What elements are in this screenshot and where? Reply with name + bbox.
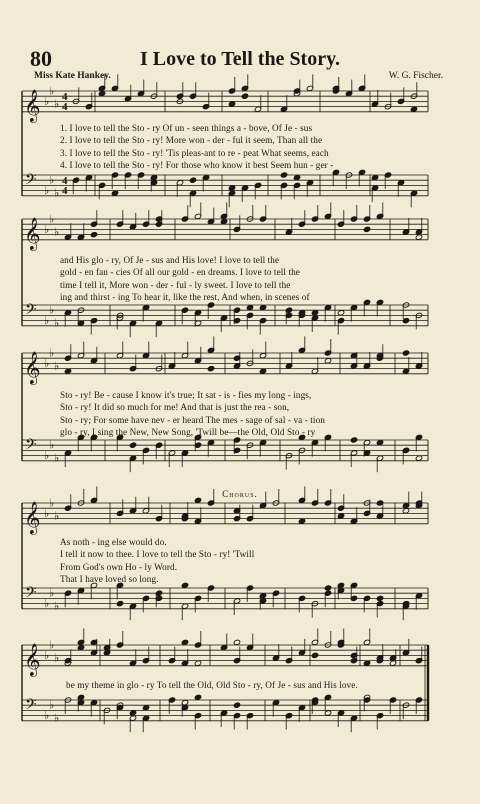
- flat-icon: ♭: [49, 439, 55, 452]
- bass-clef-icon: 𝄢: [25, 584, 37, 605]
- note-head: [415, 234, 422, 240]
- flat-icon: ♭: [44, 710, 50, 722]
- note-head: [376, 595, 383, 601]
- flat-icon: ♭: [54, 652, 60, 665]
- note-head: [111, 190, 118, 196]
- flat-icon: ♭: [54, 600, 60, 613]
- note-head: [207, 365, 214, 371]
- treble-clef-icon: 𝄞: [24, 500, 41, 534]
- note-head: [77, 234, 84, 240]
- note-head: [259, 368, 266, 374]
- note-head: [350, 437, 357, 443]
- note-head: [285, 712, 292, 718]
- note-head: [64, 368, 71, 374]
- flat-icon: ♭: [49, 304, 55, 317]
- note-head: [142, 304, 149, 310]
- lyric-line: gold - en fan - cies Of all our gold - en dreams. I love to tell the: [60, 267, 300, 278]
- flat-icon: ♭: [49, 85, 55, 98]
- note-head: [298, 518, 305, 524]
- note-head: [415, 363, 422, 369]
- bass-clef-icon: 𝄢: [25, 171, 37, 192]
- time-signature: 4: [62, 101, 68, 113]
- note-head: [402, 508, 409, 514]
- flat-icon: ♭: [54, 187, 60, 200]
- note-head: [363, 660, 370, 666]
- note-head: [90, 231, 97, 237]
- flat-icon: ♭: [54, 317, 60, 330]
- hymn-number: 80: [30, 46, 52, 71]
- treble-clef-icon: 𝄞: [24, 350, 41, 384]
- note-head: [402, 447, 409, 453]
- flat-icon: ♭: [54, 360, 60, 373]
- flat-icon: ♭: [44, 649, 50, 662]
- flat-icon: ♭: [54, 510, 60, 523]
- flat-icon: ♭: [44, 185, 50, 197]
- bass-clef-icon: 𝄢: [25, 696, 37, 717]
- treble-clef-icon: 𝄞: [24, 216, 41, 250]
- lyric-line: 1. I love to tell the Sto - ry Of un - seen things a - bove, Of Je - sus: [60, 123, 313, 133]
- flat-icon: ♭: [44, 315, 50, 327]
- note-head: [337, 513, 344, 519]
- lyric-line: glo - ry, I sing the New, New Song, 'Twill be—the Old, Old Sto - ry: [60, 427, 316, 438]
- note-head: [358, 85, 365, 91]
- note-head: [194, 694, 201, 700]
- flat-icon: ♭: [44, 357, 50, 370]
- note-head: [376, 439, 383, 445]
- lyric-line: Sto - ry; For some have nev - er heard The mes - sage of sal - va - tion: [60, 414, 325, 425]
- lyric-line: Sto - ry! Be - cause I know it's true; It sat - is - fies my long - ings,: [60, 390, 312, 400]
- flat-icon: ♭: [54, 98, 60, 111]
- flat-icon: ♭: [54, 712, 60, 725]
- lyric-line: I tell it now to thee. I love to tell the Sto - ry! 'Twill: [60, 549, 255, 560]
- flat-icon: ♭: [54, 452, 60, 465]
- lyric-line: and His glo - ry, Of Je - sus and His love! I love to tell the: [60, 255, 280, 265]
- lyricist-credit: Miss Kate Hankey.: [34, 71, 111, 81]
- note-head: [402, 650, 409, 656]
- note-head: [98, 90, 105, 96]
- lyric-line: ing and thirst - ing To hear it, like the rest, And when, in scenes of: [60, 292, 310, 303]
- flat-icon: ♭: [49, 497, 55, 510]
- flat-icon: ♭: [44, 223, 50, 236]
- lyric-line: time I tell it, More won - der - ful - ly sweet. I love to tell the: [60, 279, 291, 290]
- note-head: [181, 639, 188, 645]
- lyric-line: 2. I love to tell the Sto - ry! More won - der - ful it seem, Than all the: [60, 135, 323, 146]
- lyric-line: From God's own Ho - ly Word.: [60, 561, 178, 572]
- flat-icon: ♭: [49, 639, 55, 652]
- note-head: [116, 600, 123, 606]
- lyric-line: Sto - ry! It did so much for me! And that is just the rea - son,: [60, 402, 290, 413]
- lyric-line: That I have loved so long.: [60, 574, 159, 585]
- lyric-line: As noth - ing else would do.: [60, 537, 167, 547]
- note-head: [189, 177, 196, 183]
- bass-clef-icon: 𝄢: [25, 436, 37, 457]
- note-head: [194, 497, 201, 503]
- treble-clef-icon: 𝄞: [24, 642, 41, 676]
- note-head: [415, 455, 422, 461]
- note-head: [194, 660, 201, 666]
- note-head: [324, 585, 331, 591]
- flat-icon: ♭: [49, 347, 55, 360]
- note-head: [371, 174, 378, 180]
- flat-icon: ♭: [44, 95, 50, 108]
- note-head: [259, 304, 266, 310]
- note-head: [228, 185, 235, 191]
- lyric-line: 4. I love to tell the Sto - ry! For those who know it best Seem hun - ger -: [60, 160, 334, 171]
- flat-icon: ♭: [44, 507, 50, 520]
- flat-icon: ♭: [49, 174, 55, 187]
- flat-icon: ♭: [49, 587, 55, 600]
- note-head: [293, 174, 300, 180]
- note-head: [233, 639, 240, 645]
- composer-credit: W. G. Fischer.: [388, 71, 443, 81]
- note-head: [280, 172, 287, 178]
- note-head: [311, 310, 318, 316]
- note-head: [233, 702, 240, 708]
- note-head: [77, 644, 84, 650]
- flat-icon: ♭: [44, 450, 50, 462]
- note-head: [228, 101, 235, 107]
- note-head: [337, 310, 344, 316]
- note-head: [181, 582, 188, 588]
- bass-clef-icon: 𝄢: [25, 301, 37, 322]
- note-head: [246, 304, 253, 310]
- note-head: [324, 358, 331, 364]
- note-head: [142, 705, 149, 711]
- time-signature: 4: [62, 175, 68, 187]
- lyric-line: 3. I love to tell the Sto - ry! 'Tis pleas-ant to re - peat What seems, each: [60, 147, 329, 158]
- flat-icon: ♭: [49, 699, 55, 712]
- flat-icon: ♭: [44, 598, 50, 610]
- note-head: [241, 93, 248, 99]
- time-signature: 4: [62, 185, 68, 197]
- note-head: [129, 442, 136, 448]
- flat-icon: ♭: [54, 226, 60, 239]
- treble-clef-icon: 𝄞: [24, 88, 41, 122]
- note-head: [129, 710, 136, 716]
- note-head: [220, 218, 227, 224]
- chorus-label: Chorus.: [222, 489, 258, 499]
- note-head: [363, 226, 370, 232]
- note-head: [363, 363, 370, 369]
- note-head: [311, 652, 318, 658]
- hymn-title: I Love to Tell the Story.: [139, 48, 340, 70]
- flat-icon: ♭: [49, 213, 55, 226]
- lyric-line: be my theme in glo - ry To tell the Old, Old Sto - ry, Of Je - sus and His love.: [66, 680, 358, 690]
- time-signature: 4: [62, 91, 68, 103]
- note-head: [402, 350, 409, 356]
- note-head: [410, 106, 417, 112]
- note-head: [350, 518, 357, 524]
